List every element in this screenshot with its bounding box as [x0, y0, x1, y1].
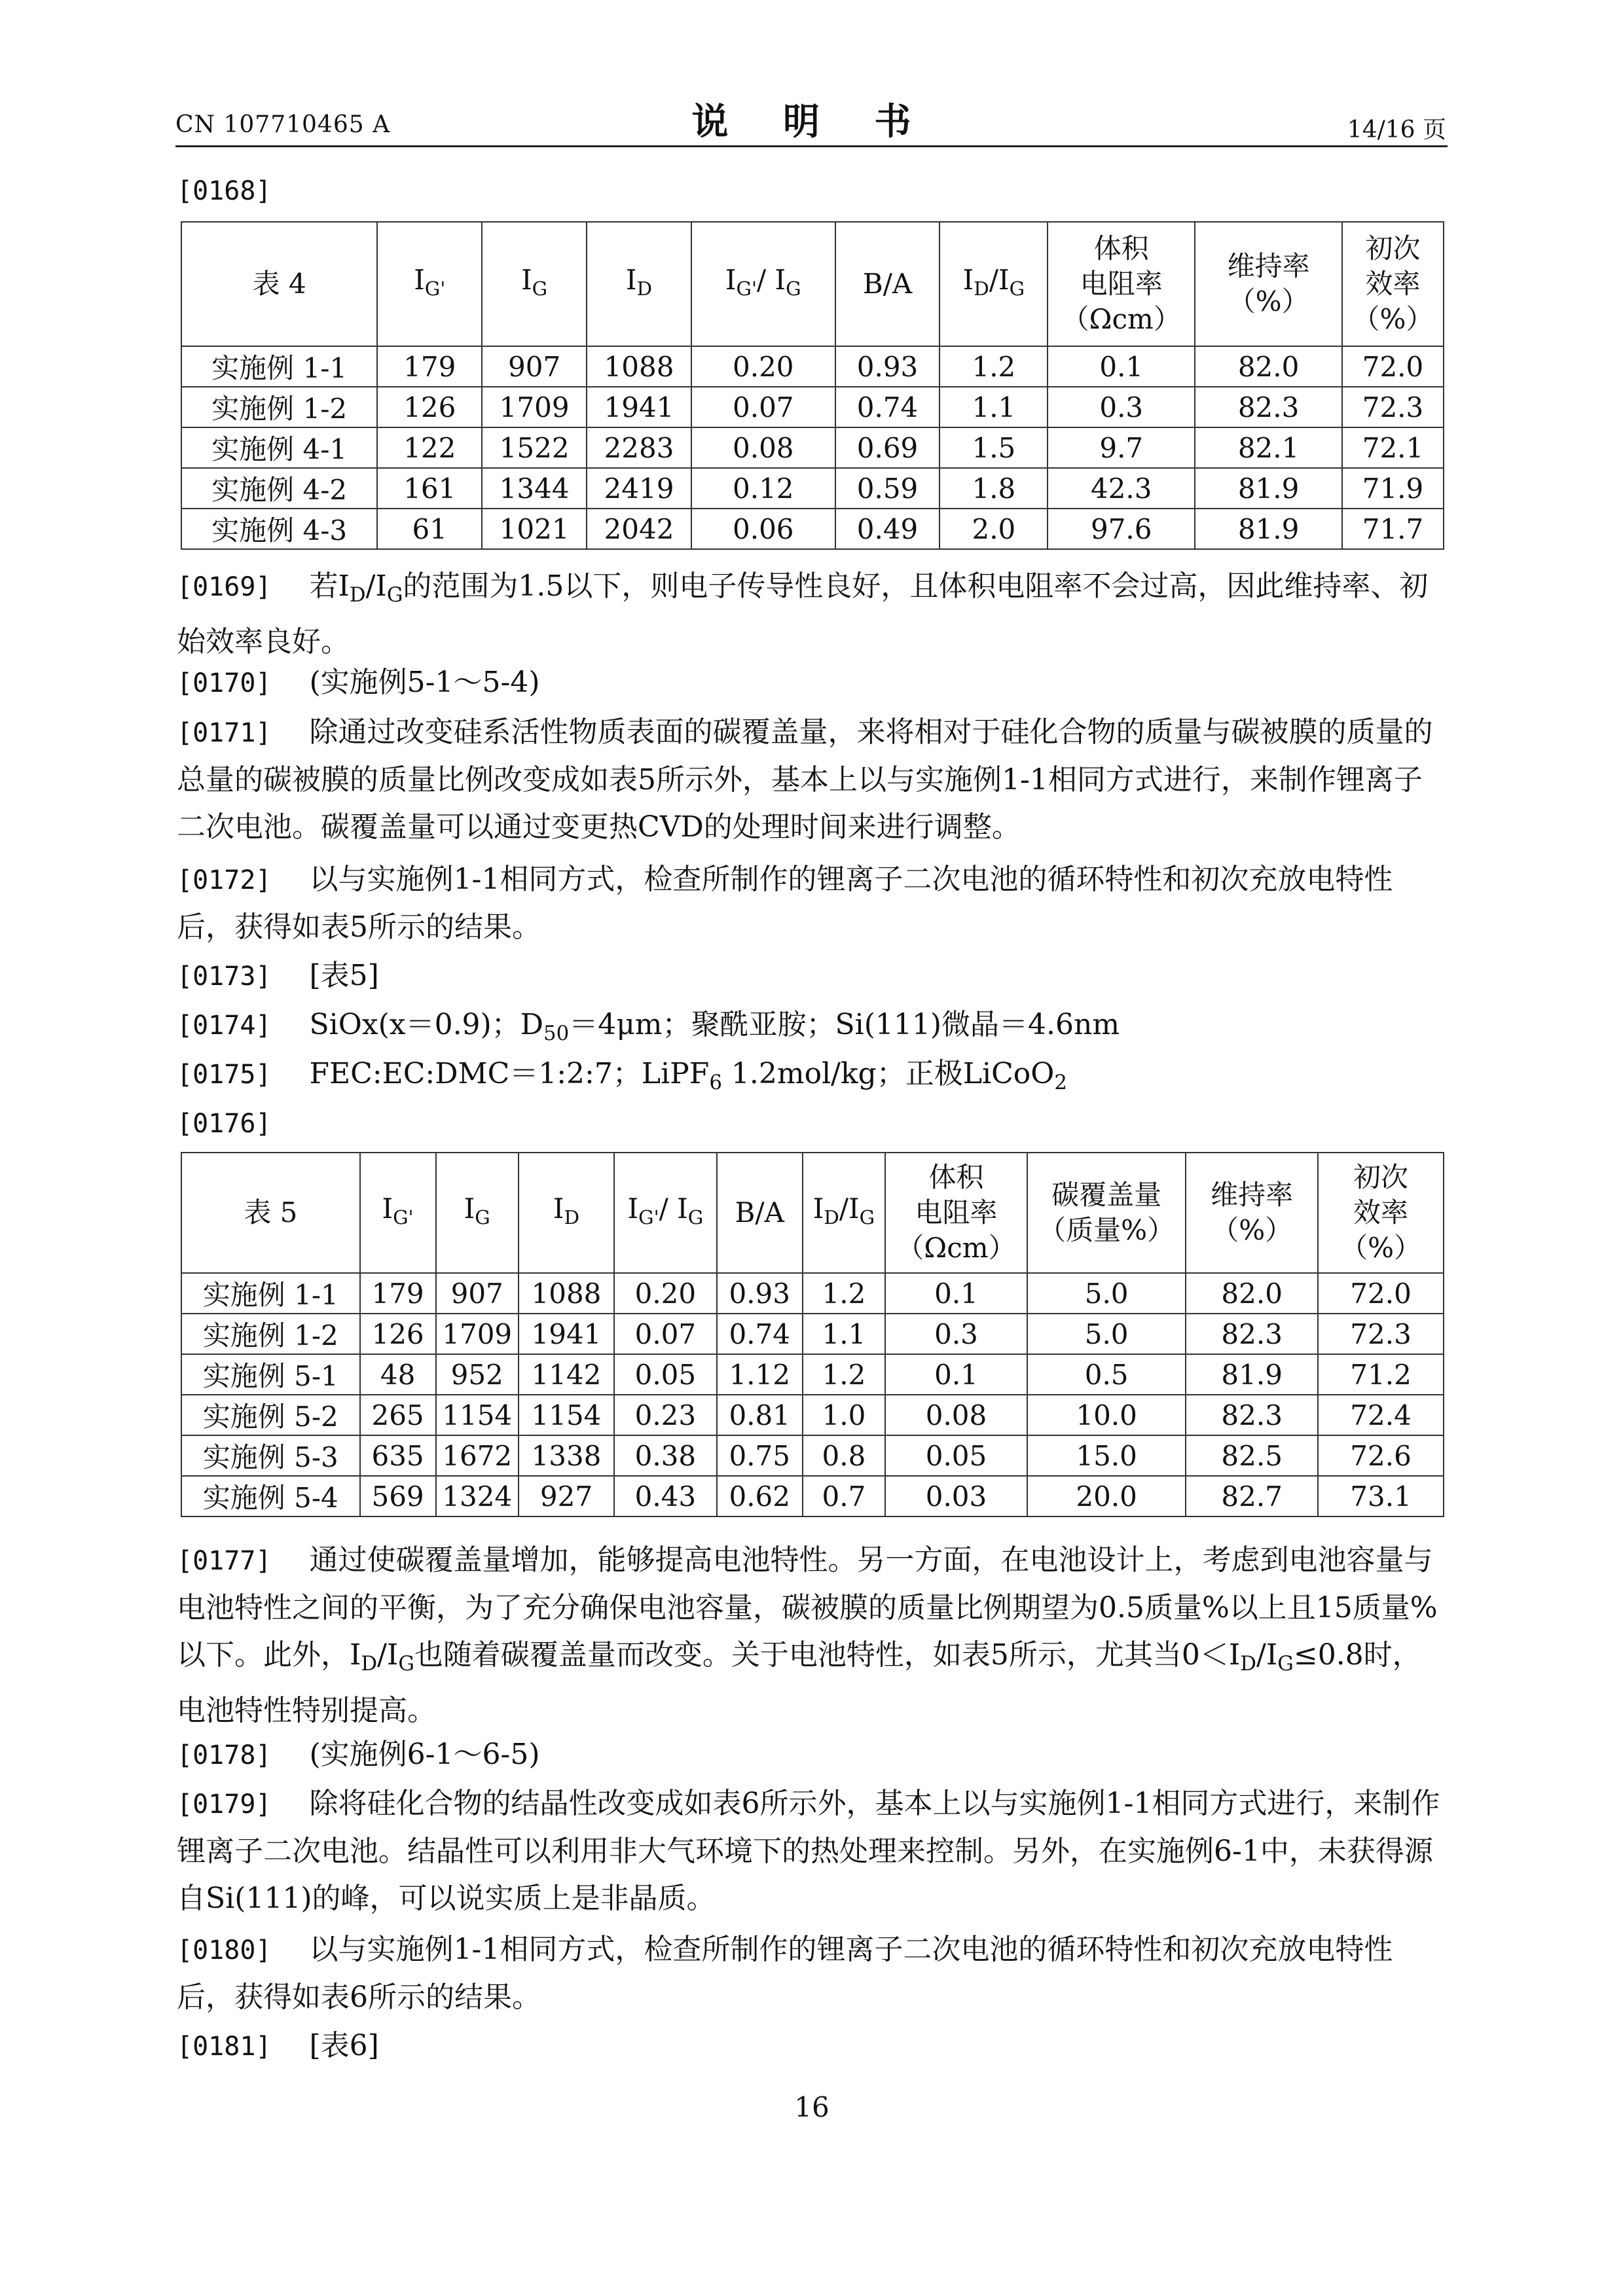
table-cell: 1522: [482, 427, 587, 468]
table-cell: 952: [436, 1354, 519, 1395]
table-cell: 126: [377, 387, 482, 427]
header-ig-prime-over-ig: $I_{G'}/$ $I_G$: [691, 222, 835, 346]
paragraph-0178: [177, 1731, 1447, 1779]
header-retention: 维持率 （%）: [1195, 222, 1342, 346]
table-cell: 0.49: [835, 509, 940, 549]
table-cell: 0.23: [614, 1395, 716, 1435]
table-cell: 82.5: [1186, 1435, 1318, 1476]
table-cell: 1.8: [939, 468, 1048, 509]
table-title-cell: 表 5: [181, 1153, 360, 1273]
table-cell: 1154: [519, 1395, 614, 1435]
header-id-over-ig: $I_D/I_G$: [939, 222, 1048, 346]
table-cell: 2.0: [939, 509, 1048, 549]
table-cell: 72.1: [1342, 427, 1444, 468]
paragraph-text: (实施例5-1～5-4): [309, 666, 540, 699]
table-cell: 82.1: [1195, 427, 1342, 468]
table-cell: 72.0: [1342, 346, 1444, 387]
table-cell: 1.2: [803, 1273, 885, 1314]
table-cell: 0.05: [885, 1435, 1027, 1476]
table-cell: 1941: [587, 387, 691, 427]
paragraph-number: [0181]: [177, 2032, 272, 2062]
table-cell: 0.1: [885, 1354, 1027, 1395]
paragraph-text: 通过使碳覆盖量增加，能够提高电池特性。另一方面，在电池设计上，考虑到电池容量与电池特性之间的平衡，为了充分确保电池容量，碳被膜的质量比例期望为0.5质量%以上且15质量%以下。此外，$I_D/I_G$也随着碳覆盖量而改变。关于电池特性，如表5所示，尤其当$0<I_D/I_G\le 0.8$时，电池特性特别提高。: [177, 1543, 1438, 1728]
table-cell: 0.93: [835, 346, 940, 387]
table-row: [181, 1314, 1444, 1354]
table-cell: 1941: [519, 1314, 614, 1354]
table-cell: 0.74: [835, 387, 940, 427]
table-cell: 0.3: [1048, 387, 1195, 427]
paragraph-text: 若$I_D/I_G$的范围为1.5以下，则电子传导性良好，且体积电阻率不会过高，因此维持率、初始效率良好。: [177, 569, 1429, 659]
table-cell: 82.3: [1195, 387, 1342, 427]
header-carbon-coverage: 碳覆盖量 （质量%）: [1027, 1153, 1186, 1273]
table-cell: 0.03: [885, 1476, 1027, 1516]
table-cell: 0.1: [885, 1273, 1027, 1314]
paragraph-text: [表5]: [309, 959, 379, 992]
row-label-cell: 实施例 5-1: [181, 1354, 360, 1395]
header-id-over-ig: $I_D/I_G$: [803, 1153, 885, 1273]
header-initial-efficiency: 初次 效率 （%）: [1318, 1153, 1444, 1273]
table-cell: 161: [377, 468, 482, 509]
table-cell: 2283: [587, 427, 691, 468]
table-row: [181, 1395, 1444, 1435]
paragraph-text: (实施例6-1～6-5): [309, 1738, 540, 1771]
paragraph-0177: [177, 1537, 1447, 1734]
header-b-over-a: B/A: [835, 222, 940, 346]
document-title: 说 明 书: [691, 101, 932, 143]
paragraph-text: 除将硅化合物的结晶性改变成如表6所示外，基本上以与实施例1-1相同方式进行，来制作锂离子二次电池。结晶性可以利用非大气环境下的热处理来控制。另外，在实施例6-1中，未获得源自Si(111)的峰，可以说实质上是非晶质。: [177, 1787, 1440, 1915]
row-label-cell: 实施例 5-4: [181, 1476, 360, 1516]
table-cell: 569: [360, 1476, 436, 1516]
paragraph-text: 除通过改变硅系活性物质表面的碳覆盖量，来将相对于硅化合物的质量与碳被膜的质量的总量的碳被膜的质量比例改变成如表5所示外，基本上以与实施例1-1相同方式进行，来制作锂离子二次电池。碳覆盖量可以通过变更热CVD的处理时间来进行调整。: [177, 715, 1433, 844]
table-cell: 5.0: [1027, 1273, 1186, 1314]
paragraph-0173: [177, 952, 1447, 1000]
row-label-cell: 实施例 4-3: [181, 509, 377, 549]
table-cell: 1.2: [803, 1354, 885, 1395]
row-label-cell: 实施例 4-1: [181, 427, 377, 468]
table-cell: 635: [360, 1435, 436, 1476]
paragraph-0172: [177, 856, 1447, 951]
paragraph-0180: [177, 1926, 1447, 2021]
page-number: 16: [794, 2091, 830, 2123]
paragraph-number: [0169]: [177, 572, 272, 602]
paragraph-text: SiOx(x＝0.9)；$D_{50}=4\mu m$；聚酰亚胺；Si(111)微晶＝4.6nm: [309, 1008, 1120, 1046]
paragraph-0170: [177, 659, 1447, 707]
table-cell: 1709: [436, 1314, 519, 1354]
table-cell: 0.38: [614, 1435, 716, 1476]
table-cell: 97.6: [1048, 509, 1195, 549]
table-row: [181, 1273, 1444, 1314]
paragraph-number: [0171]: [177, 718, 272, 748]
table-cell: 0.81: [717, 1395, 803, 1435]
table-cell: 1088: [519, 1273, 614, 1314]
header-retention: 维持率 （%）: [1186, 1153, 1318, 1273]
table-cell: 9.7: [1048, 427, 1195, 468]
paragraph-number: [0179]: [177, 1789, 272, 1820]
table-cell: 1142: [519, 1354, 614, 1395]
header-ig-prime: $I_{G'}$: [360, 1153, 436, 1273]
paragraph-0181: [177, 2022, 1447, 2070]
table-cell: 1021: [482, 509, 587, 549]
table-cell: 15.0: [1027, 1435, 1186, 1476]
table-cell: 1088: [587, 346, 691, 387]
paragraph-number: [0168]: [177, 176, 272, 206]
paragraph-0168: [177, 167, 1447, 215]
paragraph-0171: [177, 709, 1447, 851]
paragraph-0174: [177, 1001, 1447, 1057]
table-cell: 1.12: [717, 1354, 803, 1395]
table-cell: 0.07: [614, 1314, 716, 1354]
table-cell: 0.3: [885, 1314, 1027, 1354]
table-cell: 42.3: [1048, 468, 1195, 509]
row-label-cell: 实施例 5-2: [181, 1395, 360, 1435]
patent-number: CN 107710465 A: [175, 111, 391, 138]
table-cell: 48: [360, 1354, 436, 1395]
table-row: [181, 346, 1444, 387]
paragraph-number: [0178]: [177, 1740, 272, 1770]
paragraph-text: FEC:EC:DMC＝1:2:7；LiPF$_6$ 1.2mol/kg；正极LiCoO$_2$: [309, 1057, 1067, 1095]
table-cell: 1.1: [939, 387, 1048, 427]
table-cell: 0.75: [717, 1435, 803, 1476]
table-cell: 2042: [587, 509, 691, 549]
header-ig-prime-over-ig: $I_{G'}/$ $I_G$: [614, 1153, 716, 1273]
table-cell: 0.08: [691, 427, 835, 468]
table-cell: 265: [360, 1395, 436, 1435]
table-cell: 1344: [482, 468, 587, 509]
paragraph-0169: [177, 563, 1447, 666]
row-label-cell: 实施例 1-1: [181, 346, 377, 387]
table-cell: 20.0: [1027, 1476, 1186, 1516]
table-cell: 82.0: [1186, 1273, 1318, 1314]
header-volume-resistivity: 体积 电阻率 （Ωcm）: [885, 1153, 1027, 1273]
header-volume-resistivity: 体积 电阻率 （Ωcm）: [1048, 222, 1195, 346]
table-cell: 71.7: [1342, 509, 1444, 549]
table-cell: 1324: [436, 1476, 519, 1516]
paragraph-0175: [177, 1050, 1447, 1106]
table-cell: 179: [360, 1273, 436, 1314]
header-rule: [175, 145, 1448, 147]
table-cell: 82.3: [1186, 1314, 1318, 1354]
table-cell: 0.59: [835, 468, 940, 509]
table-cell: 1672: [436, 1435, 519, 1476]
table-cell: 72.6: [1318, 1435, 1444, 1476]
table-title-cell: 表 4: [181, 222, 377, 346]
table-4: [181, 221, 1444, 550]
table-cell: 907: [482, 346, 587, 387]
table-row: [181, 1435, 1444, 1476]
paragraph-number: [0175]: [177, 1060, 272, 1090]
table-cell: 0.5: [1027, 1354, 1186, 1395]
paragraph-0179: [177, 1780, 1447, 1922]
header-ig-prime: $I_{G'}$: [377, 222, 482, 346]
table-cell: 81.9: [1186, 1354, 1318, 1395]
table-cell: 907: [436, 1273, 519, 1314]
table-cell: 72.0: [1318, 1273, 1444, 1314]
table-cell: 126: [360, 1314, 436, 1354]
table-cell: 1.1: [803, 1314, 885, 1354]
table-row: [181, 1476, 1444, 1516]
table-cell: 0.08: [885, 1395, 1027, 1435]
table-cell: 1154: [436, 1395, 519, 1435]
table-cell: 82.7: [1186, 1476, 1318, 1516]
header-ig: $I_G$: [482, 222, 587, 346]
paragraph-0176: [177, 1100, 1447, 1147]
table-cell: 0.20: [691, 346, 835, 387]
header-id: $I_D$: [587, 222, 691, 346]
table-cell: 1.5: [939, 427, 1048, 468]
table-cell: 179: [377, 346, 482, 387]
header-id: $I_D$: [519, 1153, 614, 1273]
paragraph-text: 以与实施例1-1相同方式，检查所制作的锂离子二次电池的循环特性和初次充放电特性后，获得如表6所示的结果。: [177, 1933, 1393, 2014]
header-initial-efficiency: 初次 效率 （%）: [1342, 222, 1444, 346]
table-cell: 1338: [519, 1435, 614, 1476]
table-row: [181, 1354, 1444, 1395]
paragraph-text: 以与实施例1-1相同方式，检查所制作的锂离子二次电池的循环特性和初次充放电特性后，获得如表5所示的结果。: [177, 863, 1393, 944]
table-row: [181, 387, 1444, 427]
row-label-cell: 实施例 5-3: [181, 1435, 360, 1476]
table-cell: 71.2: [1318, 1354, 1444, 1395]
table-cell: 122: [377, 427, 482, 468]
table-cell: 0.06: [691, 509, 835, 549]
table-cell: 0.93: [717, 1273, 803, 1314]
paragraph-number: [0177]: [177, 1546, 272, 1576]
table-cell: 0.8: [803, 1435, 885, 1476]
row-label-cell: 实施例 4-2: [181, 468, 377, 509]
table-cell: 0.74: [717, 1314, 803, 1354]
paragraph-number: [0173]: [177, 961, 272, 992]
table-row: [181, 468, 1444, 509]
table-5: [181, 1152, 1444, 1517]
table-cell: 0.62: [717, 1476, 803, 1516]
paragraph-text: [表6]: [309, 2029, 379, 2062]
table-cell: 72.4: [1318, 1395, 1444, 1435]
table-cell: 5.0: [1027, 1314, 1186, 1354]
table-cell: 0.12: [691, 468, 835, 509]
table-cell: 0.7: [803, 1476, 885, 1516]
paragraph-number: [0174]: [177, 1011, 272, 1041]
row-label-cell: 实施例 1-1: [181, 1273, 360, 1314]
table-cell: 1.0: [803, 1395, 885, 1435]
paragraph-number: [0170]: [177, 668, 272, 698]
table-row: [181, 509, 1444, 549]
table-header-row: [181, 1153, 1444, 1273]
table-cell: 71.9: [1342, 468, 1444, 509]
row-label-cell: 实施例 1-2: [181, 1314, 360, 1354]
table-cell: 1.2: [939, 346, 1048, 387]
paragraph-number: [0180]: [177, 1935, 272, 1965]
table-cell: 72.3: [1342, 387, 1444, 427]
table-cell: 927: [519, 1476, 614, 1516]
table-cell: 82.0: [1195, 346, 1342, 387]
table-cell: 0.05: [614, 1354, 716, 1395]
table-cell: 2419: [587, 468, 691, 509]
row-label-cell: 实施例 1-2: [181, 387, 377, 427]
table-header-row: [181, 222, 1444, 346]
header-ig: $I_G$: [436, 1153, 519, 1273]
table-cell: 10.0: [1027, 1395, 1186, 1435]
table-cell: 72.3: [1318, 1314, 1444, 1354]
table-cell: 73.1: [1318, 1476, 1444, 1516]
table-cell: 0.43: [614, 1476, 716, 1516]
page-indicator: 14/16 页: [1347, 117, 1446, 143]
table-cell: 1709: [482, 387, 587, 427]
table-cell: 0.07: [691, 387, 835, 427]
table-cell: 0.20: [614, 1273, 716, 1314]
table-cell: 0.69: [835, 427, 940, 468]
table-cell: 82.3: [1186, 1395, 1318, 1435]
table-cell: 61: [377, 509, 482, 549]
paragraph-number: [0172]: [177, 865, 272, 895]
paragraph-number: [0176]: [177, 1109, 272, 1139]
table-cell: 81.9: [1195, 468, 1342, 509]
table-cell: 0.1: [1048, 346, 1195, 387]
table-row: [181, 427, 1444, 468]
header-b-over-a: B/A: [717, 1153, 803, 1273]
table-cell: 81.9: [1195, 509, 1342, 549]
